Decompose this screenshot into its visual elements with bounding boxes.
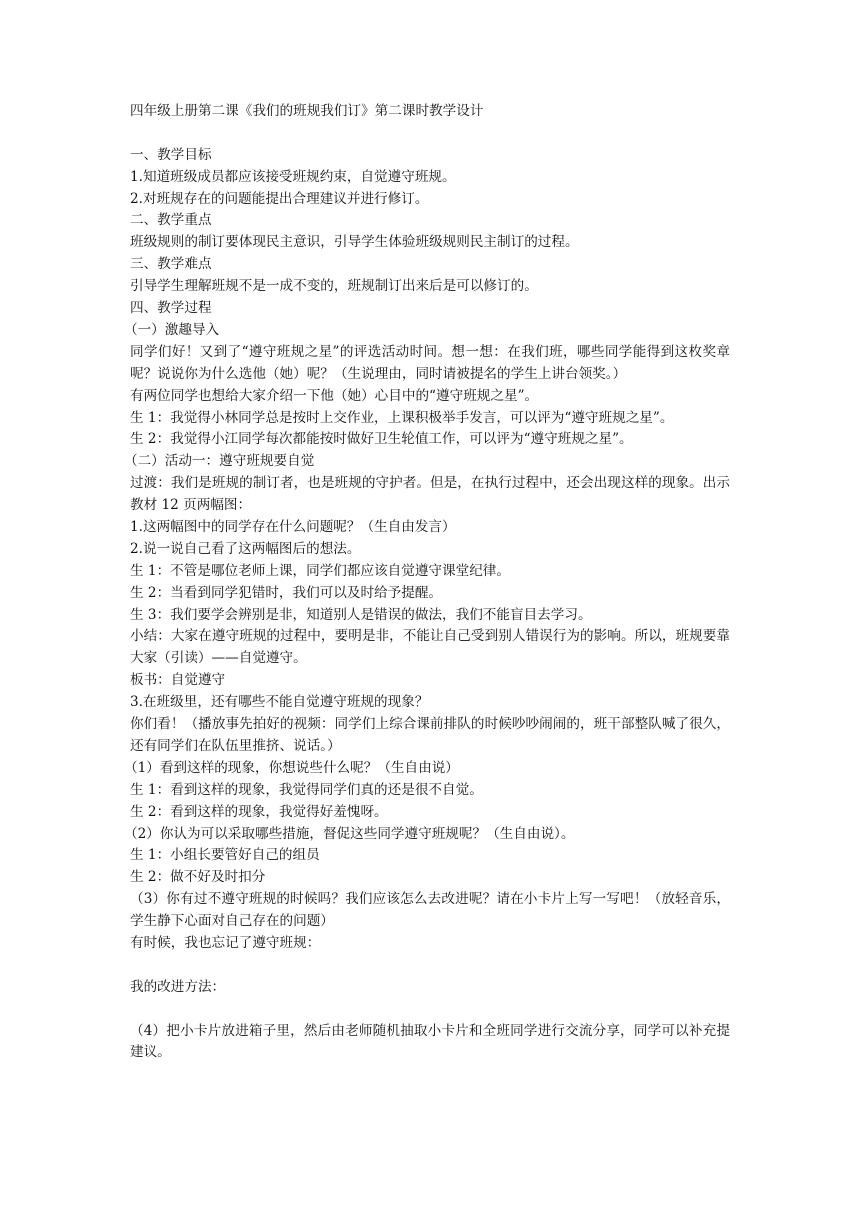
paragraph: （3）你有过不遵守班规的时候吗？我们应该怎么去改进呢？请在小卡片上写一写吧！（放轻音乐，学生静下心面对自己存在的问题）: [130, 891, 730, 930]
paragraph: 生 2：当看到同学犯错时，我们可以及时给予提醒。: [130, 584, 443, 601]
paragraph: 2.说一说自己看了这两幅图后的想法。: [130, 540, 361, 557]
section-heading: 四、教学过程: [130, 300, 212, 317]
paragraph: 小结：大家在遵守班规的过程中，要明是非，不能让自己受到别人错误行为的影响。所以，班规要靠大家（引读）——自觉遵守。: [130, 628, 730, 667]
paragraph: 你们看！（播放事先拍好的视频：同学们上综合课前排队的时候吵吵闹闹的，班干部整队喊了很久，还有同学们在队伍里推挤、说话。）: [130, 716, 730, 754]
paragraph: 1.这两幅图中的同学存在什么问题呢？（生自由发言）: [130, 518, 456, 535]
document-page: [124, 101, 730, 1064]
paragraph: 生 2：我觉得小江同学每次都能按时做好卫生轮值工作，可以评为“遵守班规之星”。: [130, 431, 633, 448]
paragraph: 同学们好！又到了“遵守班规之星”的评选活动时间。想一想：在我们班，哪些同学能得到这枚奖章呢？说说你为什么选他（她）呢？（生说理由，同时请被提名的学生上讲台领奖。）: [130, 343, 730, 382]
blank-line: [130, 955, 730, 977]
paragraph: 生 2：看到这样的现象，我觉得好羞愧呀。: [130, 803, 388, 820]
paragraph: 有两位同学也想给大家介绍一下他（她）心目中的“遵守班规之星”。: [130, 387, 539, 404]
paragraph: 班级规则的制订要体现民主意识，引导学生体验班级规则民主制订的过程。: [130, 234, 579, 251]
paragraph: 生 1：看到这样的现象，我觉得同学们真的还是很不自觉。: [130, 781, 483, 798]
paragraph: 1.知道班级成员都应该接受班规约束，自觉遵守班规。: [130, 168, 456, 185]
paragraph: 生 3：我们要学会辨别是非，知道别人是错误的做法，我们不能盲目去学习。: [130, 606, 592, 623]
paragraph: 生 1：我觉得小林同学总是按时上交作业，上课积极举手发言，可以评为“遵守班规之星”。: [130, 409, 674, 426]
paragraph: 生 1：小组长要管好自己的组员: [130, 847, 320, 864]
paragraph: 生 2：做不好及时扣分: [130, 869, 266, 886]
paragraph: 有时候，我也忘记了遵守班规：: [130, 935, 321, 951]
paragraph: 板书：自觉遵守: [130, 672, 226, 689]
paragraph: 生 1：不管是哪位老师上课，同学们都应该自觉遵守课堂纪律。: [130, 562, 510, 579]
sub-heading: （一）激趣导入: [124, 321, 220, 338]
blank-line: [130, 999, 730, 1021]
document-title: 四年级上册第二课《我们的班规我们订》第二课时教学设计: [130, 103, 484, 119]
paragraph: 我的改进方法：: [130, 978, 226, 995]
sub-heading: （二）活动一：遵守班规要自觉: [124, 453, 315, 470]
paragraph: （1）看到这样的现象，你想说些什么呢？（生自由说）: [124, 759, 459, 776]
paragraph: 2.对班规存在的问题能提出合理建议并进行修订。: [130, 190, 429, 207]
paragraph: 过渡：我们是班规的制订者，也是班规的守护者。但是，在执行过程中，还会出现这样的现象。出示教材 12 页两幅图：: [130, 475, 730, 514]
section-heading: 三、教学难点: [130, 256, 212, 273]
section-heading: 一、教学目标: [130, 146, 212, 163]
paragraph: 引导学生理解班规不是一成不变的，班规制订出来后是可以修订的。: [130, 278, 538, 295]
paragraph: （2）你认为可以采取哪些措施，督促这些同学遵守班规呢？（生自由说）。: [124, 825, 575, 842]
paragraph: 3.在班级里，还有哪些不能自觉遵守班规的现象？: [130, 694, 429, 711]
section-heading: 二、教学重点: [130, 212, 212, 229]
paragraph: （4）把小卡片放进箱子里，然后由老师随机抽取小卡片和全班同学进行交流分享，同学可以补充提建议。: [130, 1022, 730, 1061]
